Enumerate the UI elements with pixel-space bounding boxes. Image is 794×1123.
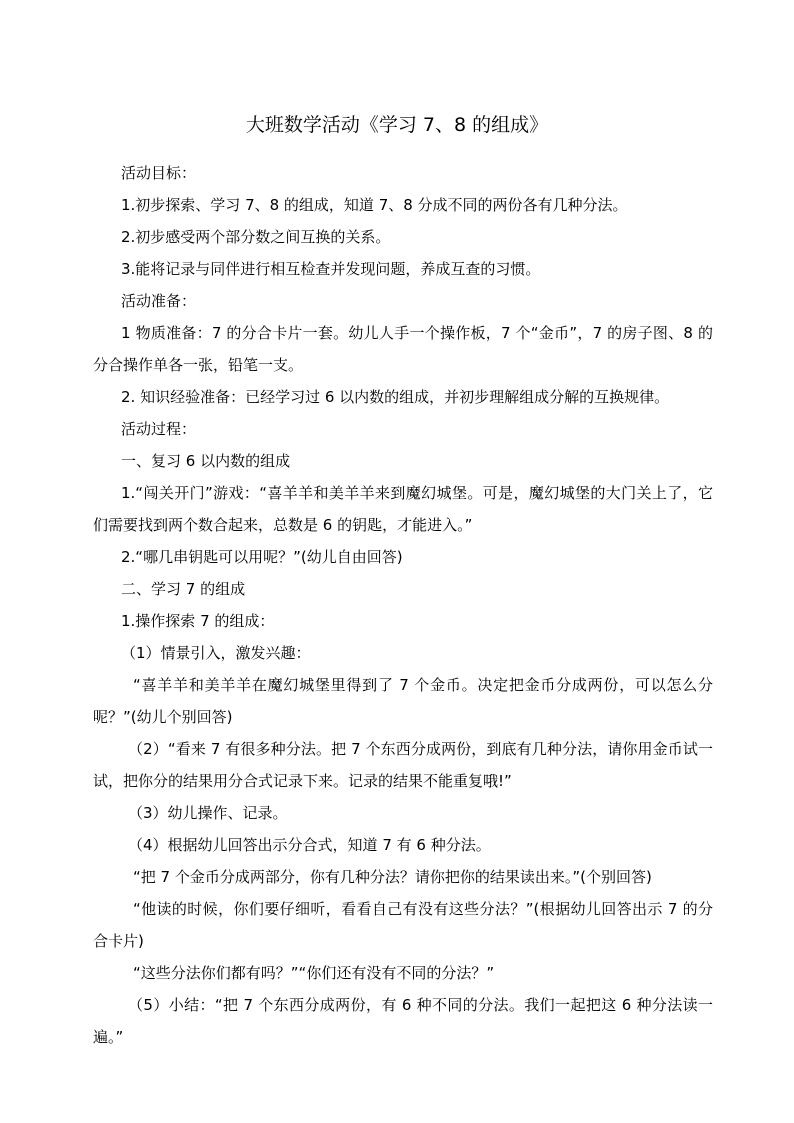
heading-process: 活动过程： [121,420,197,438]
section-1-step-2: 2.“哪几串钥匙可以用呢？”(幼儿自由回答) [121,548,403,566]
substep-1: （1）情景引入，激发兴趣： [121,644,311,662]
section-1-step-1: 1.“闯关开门”游戏：“喜羊羊和美羊羊来到魔幻城堡。可是，魔幻城堡的大门关上了，它们需要找到两个数合起来，总数是 6 的钥匙，才能进入。” [93,484,713,534]
document-title: 大班数学活动《学习 7、8 的组成》 [245,114,549,136]
substep-4: （4）根据幼儿回答出示分合式，知道 7 有 6 种分法。 [128,836,491,854]
document-body [93,157,713,1053]
section-2-heading: 二、学习 7 的组成 [121,580,246,598]
section-1-heading: 一、复习 6 以内数的组成 [121,452,291,470]
substep-3: （3）幼儿操作、记录。 [128,804,288,822]
substep-4-dialogue-1: “把 7 个金币分成两部分，你有几种分法？请你把你的结果读出来。”(个别回答) [133,868,652,886]
substep-4-dialogue-3: “这些分法你们都有吗？”“你们还有没有不同的分法？” [133,964,495,982]
substep-4-dialogue-2: “他读的时候，你们要仔细听，看看自己有没有这些分法？”(根据幼儿回答出示 7 的分合卡片) [93,900,713,950]
preparation-2: 2. 知识经验准备：已经学习过 6 以内数的组成，并初步理解组成分解的互换规律。 [121,388,670,406]
objective-2: 2.初步感受两个部分数之间互换的关系。 [121,228,391,246]
objective-1: 1.初步探索、学习 7、8 的组成，知道 7、8 分成不同的两份各有几种分法。 [121,196,628,214]
heading-preparation: 活动准备： [121,292,197,310]
preparation-1: 1 物质准备：7 的分合卡片一套。幼儿人手一个操作板，7 个“金币”，7 的房子图、8 的分合操作单各一张，铅笔一支。 [93,324,713,374]
heading-objectives: 活动目标： [121,164,197,182]
section-2-step-1: 1.操作探索 7 的组成： [121,612,275,630]
objective-3: 3.能将记录与同伴进行相互检查并发现问题，养成互查的习惯。 [121,260,541,278]
substep-2: （2）“看来 7 有很多种分法。把 7 个东西分成两份，到底有几种分法，请你用金币试一试，把你分的结果用分合式记录下来。记录的结果不能重复哦!” [93,740,713,790]
substep-5-summary: （5）小结：“把 7 个东西分成两份，有 6 种不同的分法。我们一起把这 6 种分法读一遍。” [93,996,713,1046]
substep-1-dialogue: “喜羊羊和美羊羊在魔幻城堡里得到了 7 个金币。决定把金币分成两份，可以怎么分呢？”(幼儿个别回答) [93,676,713,726]
